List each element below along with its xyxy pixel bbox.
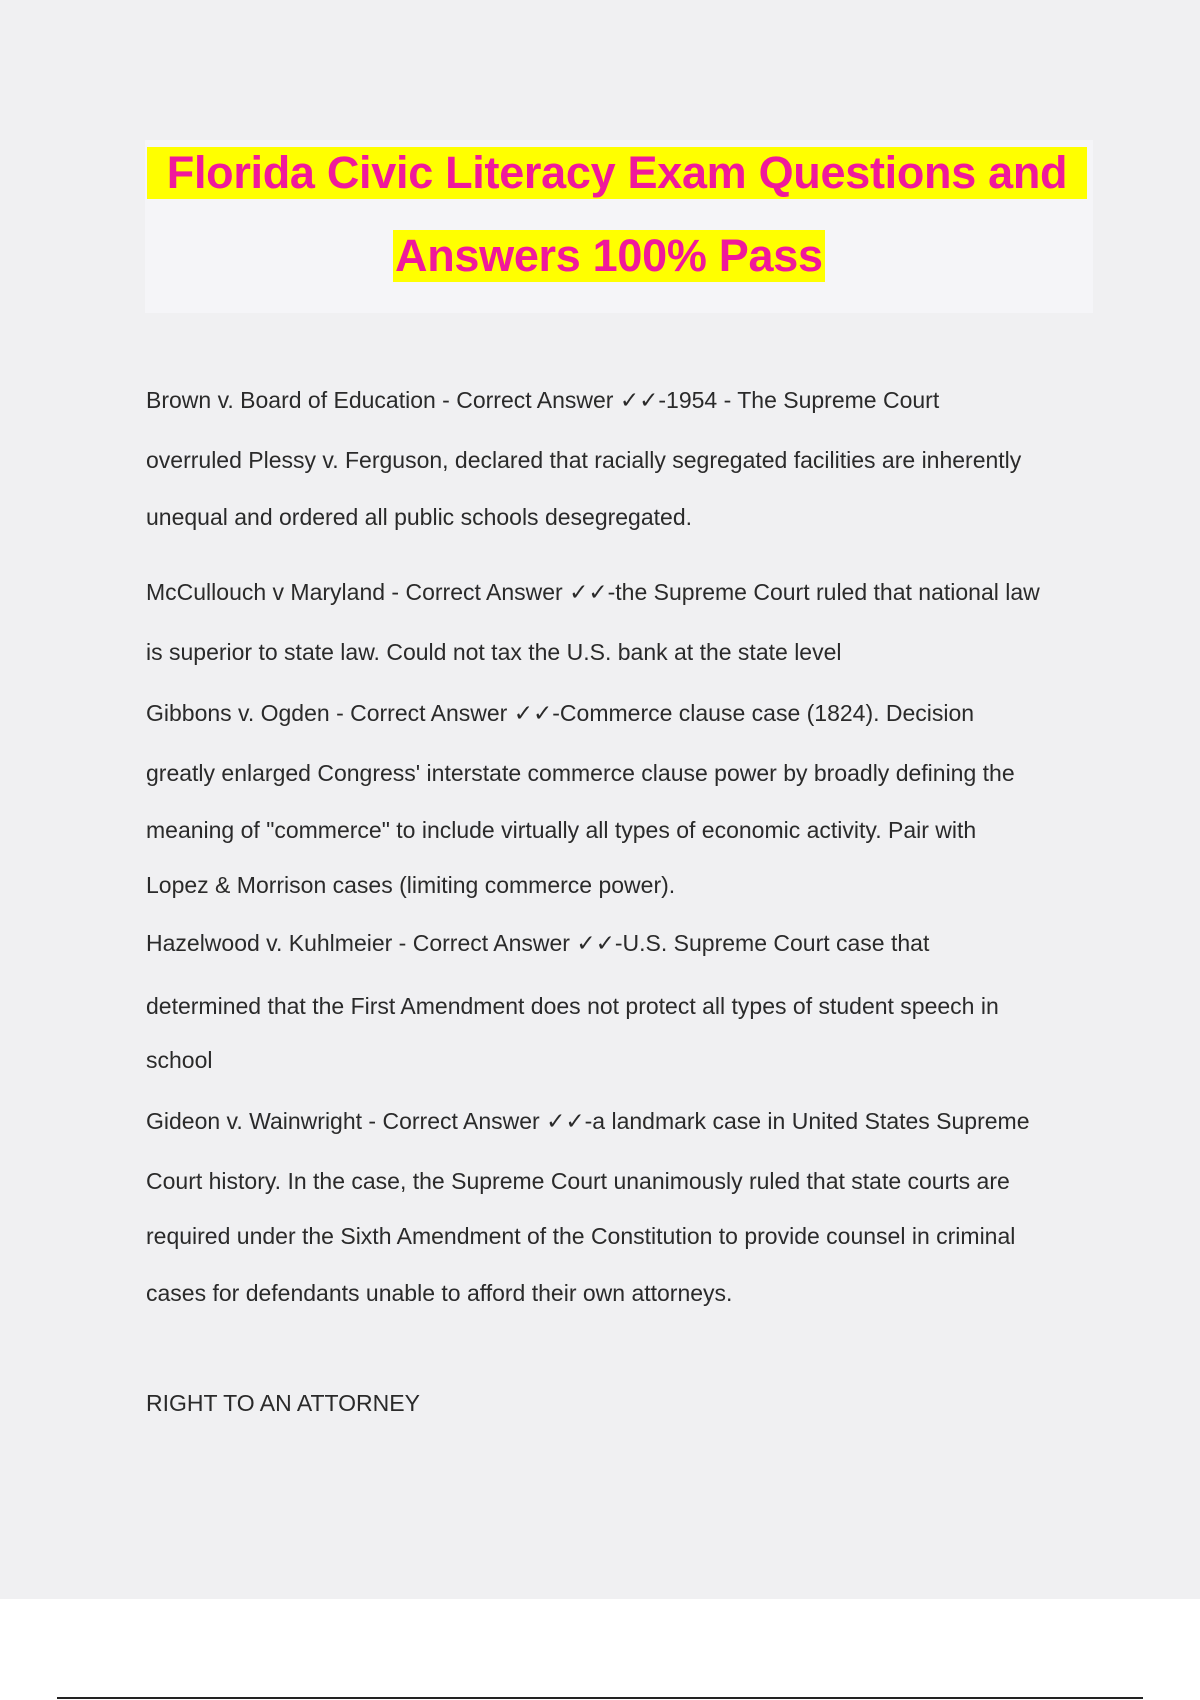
document-title-line-1: Florida Civic Literacy Exam Questions and [147, 147, 1087, 199]
answer-line: unequal and ordered all public schools desegregated. [146, 504, 693, 530]
answer-line: greatly enlarged Congress' interstate commerce clause power by broadly defining the [146, 760, 1015, 786]
answer-line: cases for defendants unable to afford their own attorneys. [146, 1280, 733, 1306]
answer-line: Gideon v. Wainwright - Correct Answer ✓✓-a landmark case in United States Supreme [146, 1108, 1030, 1134]
answer-line: meaning of "commerce" to include virtually all types of economic activity. Pair with [146, 817, 977, 843]
answer-line: Court history. In the case, the Supreme Court unanimously ruled that state courts are [146, 1168, 1010, 1194]
answer-line: school [146, 1047, 213, 1073]
document-title-line-2: Answers 100% Pass [395, 230, 823, 281]
page-divider [57, 1697, 1143, 1699]
answer-line: McCullouch v Maryland - Correct Answer ✓✓-the Supreme Court ruled that national law [146, 579, 1040, 605]
answer-line: Brown v. Board of Education - Correct Answer ✓✓-1954 - The Supreme Court [146, 387, 940, 413]
answer-line: required under the Sixth Amendment of the Constitution to provide counsel in criminal [146, 1223, 1016, 1249]
section-heading: RIGHT TO AN ATTORNEY [146, 1390, 420, 1416]
answer-line: Gibbons v. Ogden - Correct Answer ✓✓-Commerce clause case (1824). Decision [146, 700, 975, 726]
answer-line: determined that the First Amendment does not protect all types of student speech in [146, 993, 999, 1019]
answer-line: Lopez & Morrison cases (limiting commerce power). [146, 872, 676, 898]
answer-line: is superior to state law. Could not tax the U.S. bank at the state level [146, 639, 842, 665]
answer-line: overruled Plessy v. Ferguson, declared that racially segregated facilities are inherently [146, 447, 1022, 473]
answer-line: Hazelwood v. Kuhlmeier - Correct Answer ✓✓-U.S. Supreme Court case that [146, 930, 930, 956]
